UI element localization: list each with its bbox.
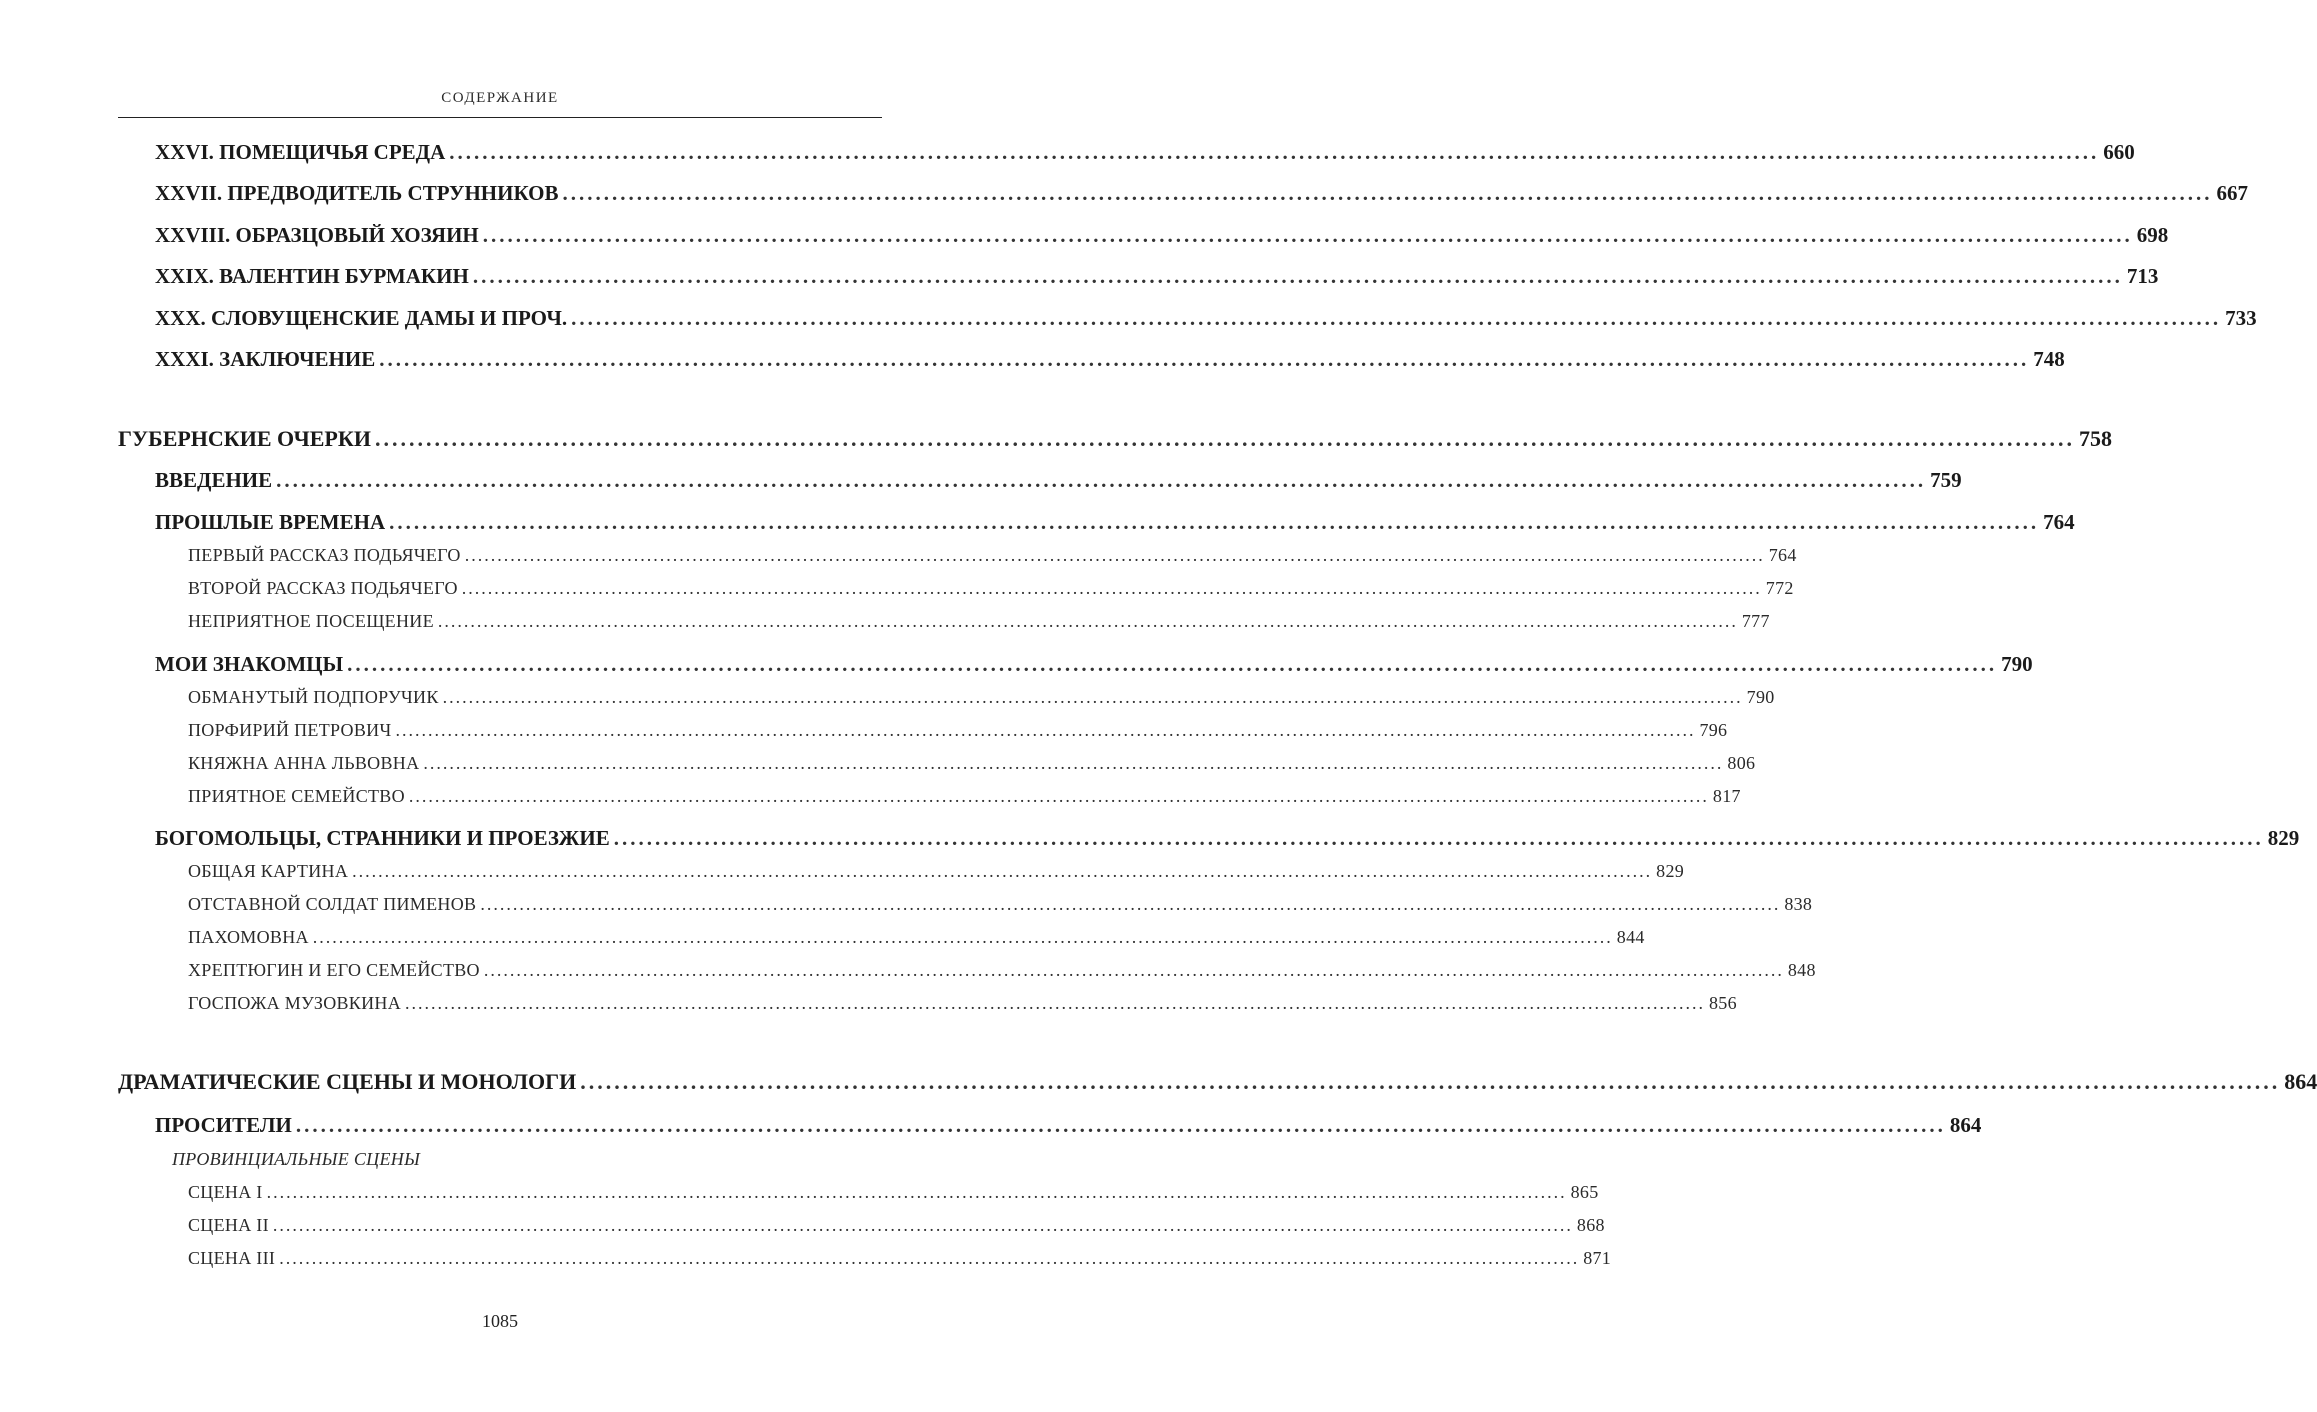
toc-entry-story[interactable]: [188, 927, 1645, 948]
toc-entry-page: 764: [2043, 510, 2075, 534]
toc-entry-title: ВВЕДЕНИЕ: [155, 468, 273, 492]
dot-leader: ........................................................................................................................................................................................................: [408, 786, 1709, 806]
toc-entry-story[interactable]: [188, 894, 1813, 915]
toc-entry-title: ХРЕПТЮГИН И ЕГО СЕМЕЙСТВО: [188, 960, 480, 980]
toc-entry-story[interactable]: [188, 960, 1816, 981]
toc-entry-page: 868: [1576, 1215, 1605, 1235]
dot-leader: ........................................................................................................................................................................................................: [266, 1182, 1567, 1202]
dot-leader: ........................................................................................................................................................................................................: [562, 181, 2213, 205]
toc-entry-title: ПАХОМОВНА: [188, 927, 309, 947]
toc-entry-part[interactable]: [118, 1069, 2317, 1095]
dot-leader: ........................................................................................................................................................................................................: [482, 223, 2133, 247]
toc-entry-page: 758: [2078, 426, 2112, 451]
toc-entry-story[interactable]: [188, 1182, 1599, 1203]
toc-entry-page: 790: [1746, 687, 1775, 707]
toc-entry-title: СЦЕНА III: [188, 1248, 276, 1268]
dot-leader: ........................................................................................................................................................................................................: [374, 426, 2075, 451]
dot-leader: ........................................................................................................................................................................................................: [295, 1113, 1946, 1137]
toc-entry-title: XXIX. ВАЛЕНТИН БУРМАКИН: [155, 264, 469, 288]
toc-entry-story[interactable]: [188, 578, 1794, 599]
dot-leader: ........................................................................................................................................................................................................: [461, 578, 1762, 598]
toc-entry-page: 698: [2136, 223, 2169, 247]
toc-entry-story[interactable]: [188, 545, 1797, 566]
toc-entry-title: XXVI. ПОМЕЩИЧЬЯ СРЕДА: [155, 140, 446, 164]
toc-entry-story[interactable]: [188, 1248, 1612, 1269]
toc-entry-story[interactable]: [188, 1215, 1605, 1236]
dot-leader: ........................................................................................................................................................................................................: [483, 960, 1784, 980]
toc-entry-title: ПОРФИРИЙ ПЕТРОВИЧ: [188, 720, 392, 740]
toc-entry-title: ОТСТАВНОЙ СОЛДАТ ПИМЕНОВ: [188, 894, 477, 914]
toc-entry-page: 856: [1709, 993, 1737, 1013]
toc-entry-page: 871: [1583, 1248, 1612, 1268]
toc-entry-title: ПЕРВЫЙ РАССКАЗ ПОДЬЯЧЕГО: [188, 545, 461, 565]
page-number: 1085: [482, 1311, 518, 1331]
toc-entry-story[interactable]: [188, 720, 1728, 741]
dot-leader: ........................................................................................................................................................................................................: [389, 510, 2040, 534]
toc-entry-story[interactable]: [188, 993, 1737, 1014]
dot-leader: ........................................................................................................................................................................................................: [347, 652, 1998, 676]
toc-entry-page: 829: [1656, 861, 1685, 881]
toc-subheading: ПРОВИНЦИАЛЬНЫЕ СЦЕНЫ: [172, 1149, 421, 1169]
dot-leader: ........................................................................................................................................................................................................: [272, 1215, 1573, 1235]
toc-entry-page: 806: [1727, 753, 1756, 773]
toc-entry-title: БОГОМОЛЬЦЫ, СТРАННИКИ И ПРОЕЗЖИЕ: [155, 826, 610, 850]
toc-entry-story[interactable]: [188, 753, 1756, 774]
toc-entry-page: 764: [1768, 545, 1797, 565]
toc-entry-page: 838: [1784, 894, 1813, 914]
toc-entry-section[interactable]: [155, 1113, 1982, 1138]
toc-entry-page: 848: [1787, 960, 1816, 980]
toc-entry-page: 660: [2103, 140, 2135, 164]
dot-leader: ........................................................................................................................................................................................................: [395, 720, 1696, 740]
dot-leader: ........................................................................................................................................................................................................: [580, 1069, 2281, 1094]
toc-entry-title: XXVIII. ОБРАЗЦОВЫЙ ХОЗЯИН: [155, 223, 479, 247]
dot-leader: ........................................................................................................................................................................................................: [276, 468, 1927, 492]
toc-entry-title: МОИ ЗНАКОМЦЫ: [155, 652, 344, 676]
toc-entry-title: ОБМАНУТЫЙ ПОДПОРУЧИК: [188, 687, 439, 707]
toc-entry-page: 844: [1616, 927, 1645, 947]
toc-entry-page: 759: [1930, 468, 1962, 492]
running-head: СОДЕРЖАНИЕ: [441, 90, 559, 106]
running-head-rule: [118, 117, 882, 118]
toc-entry-title: XXXI. ЗАКЛЮЧЕНИЕ: [155, 347, 376, 371]
toc-entry-page: 865: [1570, 1182, 1599, 1202]
dot-leader: ........................................................................................................................................................................................................: [423, 753, 1724, 773]
toc-entry-page: 772: [1765, 578, 1794, 598]
toc-entry-title: ПРИЯТНОЕ СЕМЕЙСТВО: [188, 786, 405, 806]
toc-entry-page: 864: [2284, 1069, 2317, 1094]
toc-entry-page: 777: [1741, 611, 1770, 631]
toc-entry-story[interactable]: [188, 687, 1775, 708]
toc-entry-page: 733: [2225, 306, 2257, 330]
toc-entry-page: 864: [1949, 1113, 1982, 1137]
toc-entry-title: НЕПРИЯТНОЕ ПОСЕЩЕНИЕ: [188, 611, 434, 631]
toc-entry-title: ГОСПОЖА МУЗОВКИНА: [188, 993, 401, 1013]
toc-entry-chapter[interactable]: [155, 306, 2257, 331]
toc-entry-title: ВТОРОЙ РАССКАЗ ПОДЬЯЧЕГО: [188, 578, 458, 598]
toc-entry-page: 829: [2267, 826, 2300, 850]
toc-entry-page: 790: [2001, 652, 2033, 676]
dot-leader: ........................................................................................................................................................................................................: [405, 993, 1705, 1013]
dot-leader: ........................................................................................................................................................................................................: [571, 306, 2222, 330]
dot-leader: ........................................................................................................................................................................................................: [437, 611, 1738, 631]
dot-leader: ........................................................................................................................................................................................................: [442, 687, 1743, 707]
toc-entry-title: СЦЕНА I: [188, 1182, 263, 1202]
toc-entry-section[interactable]: [155, 652, 2033, 677]
toc-entry-title: ДРАМАТИЧЕСКИЕ СЦЕНЫ И МОНОЛОГИ: [118, 1069, 577, 1094]
dot-leader: ........................................................................................................................................................................................................: [352, 861, 1653, 881]
toc-entry-title: ПРОШЛЫЕ ВРЕМЕНА: [155, 510, 386, 534]
dot-leader: ........................................................................................................................................................................................................: [312, 927, 1613, 947]
toc-entry-page: 713: [2126, 264, 2159, 288]
toc-entry-page: 796: [1699, 720, 1728, 740]
toc-entry-title: ОБЩАЯ КАРТИНА: [188, 861, 349, 881]
dot-leader: ........................................................................................................................................................................................................: [472, 264, 2123, 288]
toc-entry-title: СЦЕНА II: [188, 1215, 269, 1235]
toc-entry-story[interactable]: [188, 611, 1770, 632]
toc-entry-story[interactable]: [188, 786, 1741, 807]
toc-entry-chapter[interactable]: [155, 181, 2248, 206]
toc-entry-story[interactable]: [188, 861, 1685, 882]
toc-entry-chapter[interactable]: [155, 347, 2065, 372]
toc-entry-page: 748: [2033, 347, 2065, 371]
toc-entry-chapter[interactable]: [155, 140, 2135, 165]
toc-entry-title: XXX. СЛОВУЩЕНСКИЕ ДАМЫ И ПРОЧ.: [155, 306, 568, 330]
toc-entry-title: ГУБЕРНСКИЕ ОЧЕРКИ: [118, 426, 371, 451]
dot-leader: ........................................................................................................................................................................................................: [464, 545, 1765, 565]
toc-entry-section[interactable]: [155, 826, 2300, 851]
dot-leader: ........................................................................................................................................................................................................: [379, 347, 2030, 371]
toc-entry-page: 667: [2216, 181, 2248, 205]
dot-leader: ........................................................................................................................................................................................................: [449, 140, 2100, 164]
toc-entry-title: XXVII. ПРЕДВОДИТЕЛЬ СТРУННИКОВ: [155, 181, 559, 205]
toc-entry-title: ПРОСИТЕЛИ: [155, 1113, 292, 1137]
toc-entry-page: 817: [1712, 786, 1741, 806]
dot-leader: ........................................................................................................................................................................................................: [480, 894, 1781, 914]
dot-leader: ........................................................................................................................................................................................................: [613, 826, 2264, 850]
toc-entry-chapter[interactable]: [155, 264, 2159, 289]
toc-entry-chapter[interactable]: [155, 223, 2169, 248]
toc-entry-section[interactable]: [155, 468, 1962, 493]
toc-entry-section[interactable]: [155, 510, 2075, 535]
toc-entry-part[interactable]: [118, 426, 2112, 452]
dot-leader: ........................................................................................................................................................................................................: [279, 1248, 1580, 1268]
toc-entry-title: КНЯЖНА АННА ЛЬВОВНА: [188, 753, 420, 773]
